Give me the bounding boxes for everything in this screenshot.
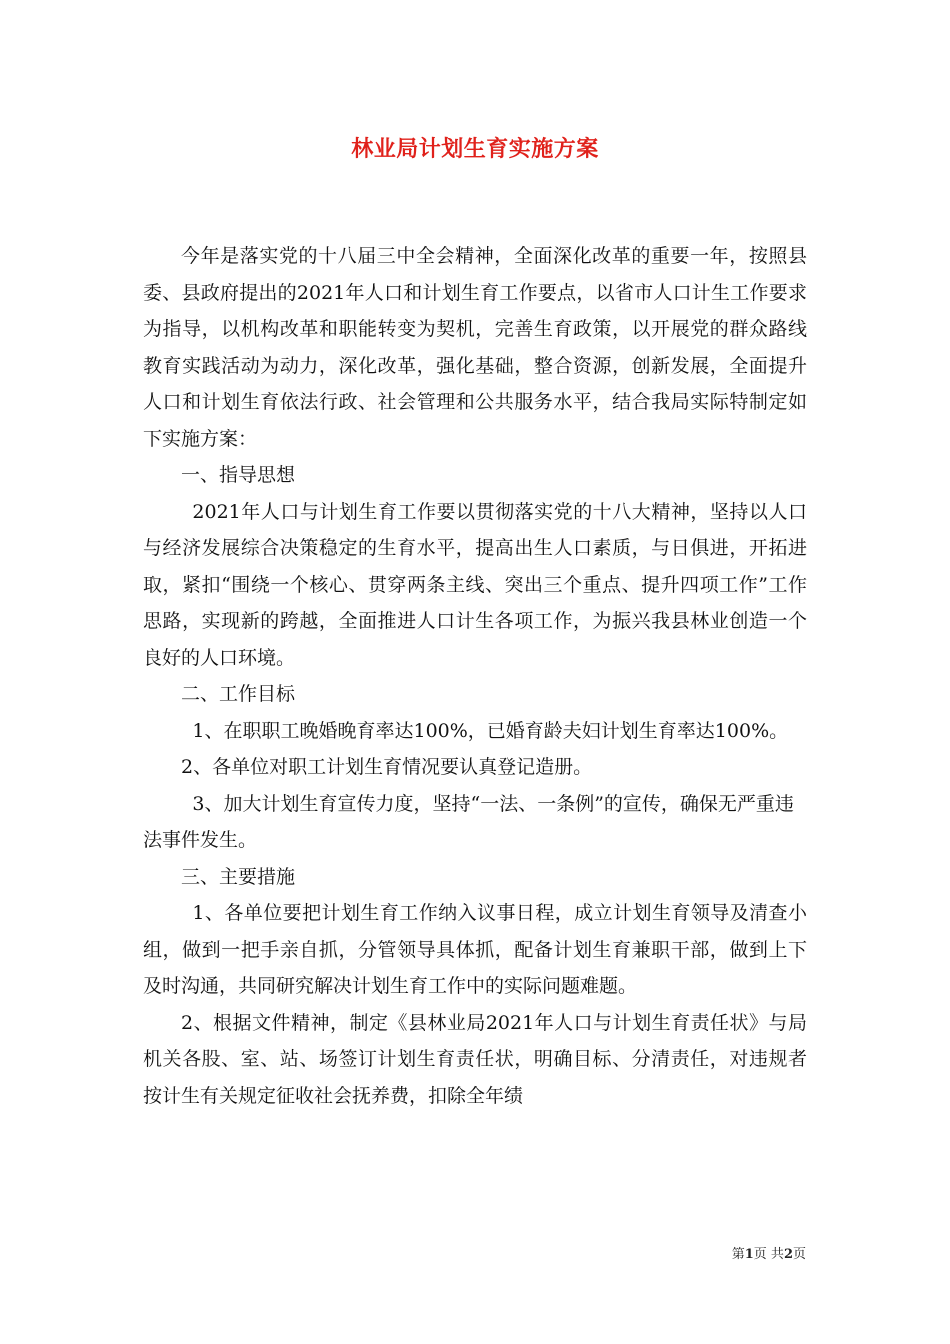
work-goal-item-2: 2、各单位对职工计划生育情况要认真登记造册。 bbox=[181, 756, 593, 778]
section-heading-guiding-ideology: 一、指导思想 bbox=[181, 464, 296, 486]
intro-paragraph: 今年是落实党的十八届三中全会精神，全面深化改革的重要一年，按照县委、县政府提出的2021年人口和计划生育工作要点，以省市人口计生工作要求为指导，以机构改革和职能转变为契机，完善生育政策，以开展党的群众路线教育实践活动为动力，深化改革，强化基础，整合资源，创新发展，全面提升人口和计划生育依法行政、社会管理和公共服务水平，结合我局实际特制定如下实施方案： bbox=[143, 245, 807, 450]
page-footer bbox=[732, 1245, 806, 1265]
footer-total-pages: 2 bbox=[783, 1247, 793, 1262]
footer-prefix: 第 bbox=[731, 1247, 745, 1262]
main-measure-item-1: 1、各单位要把计划生育工作纳入议事日程，成立计划生育领导及清查小组，做到一把手亲自抓，分管领导具体抓，配备计划生育兼职干部，做到上下及时沟通，共同研究解决计划生育工作中的实际问题难题。 bbox=[143, 902, 807, 997]
main-measure-item-2: 2、根据文件精神，制定《县林业局2021年人口与计划生育责任状》与局机关各股、室、站、场签订计划生育责任状，明确目标、分清责任，对违规者按计生有关规定征收社会抚养费，扣除全年绩 bbox=[143, 1011, 807, 1107]
footer-suffix: 页 bbox=[792, 1247, 806, 1262]
document-title: 林业局计划生育实施方案 bbox=[351, 136, 599, 162]
work-goal-item-1: 1、在职职工晚婚晚育率达100%，已婚育龄夫妇计划生育率达100%。 bbox=[192, 719, 789, 742]
section-heading-main-measures: 三、主要措施 bbox=[181, 865, 296, 888]
document-body bbox=[143, 238, 807, 1114]
guiding-ideology-paragraph: 2021年人口与计划生育工作要以贯彻落实党的十八大精神，坚持以人口与经济发展综合决策稳定的生育水平，提高出生人口素质，与日俱进，开拓进取，紧扣“围绕一个核心、贯穿两条主线、突出三个重点、提升四项工作”工作思路，实现新的跨越，全面推进人口计生各项工作，为振兴我县林业创造一个良好的人口环境。 bbox=[143, 500, 807, 669]
work-goal-item-3: 3、加大计划生育宣传力度，坚持“一法、一条例”的宣传，确保无严重违法事件发生。 bbox=[143, 792, 794, 851]
footer-middle: 页 共 bbox=[753, 1247, 784, 1262]
section-heading-work-goals: 二、工作目标 bbox=[181, 683, 296, 705]
footer-current-page: 1 bbox=[744, 1247, 754, 1262]
